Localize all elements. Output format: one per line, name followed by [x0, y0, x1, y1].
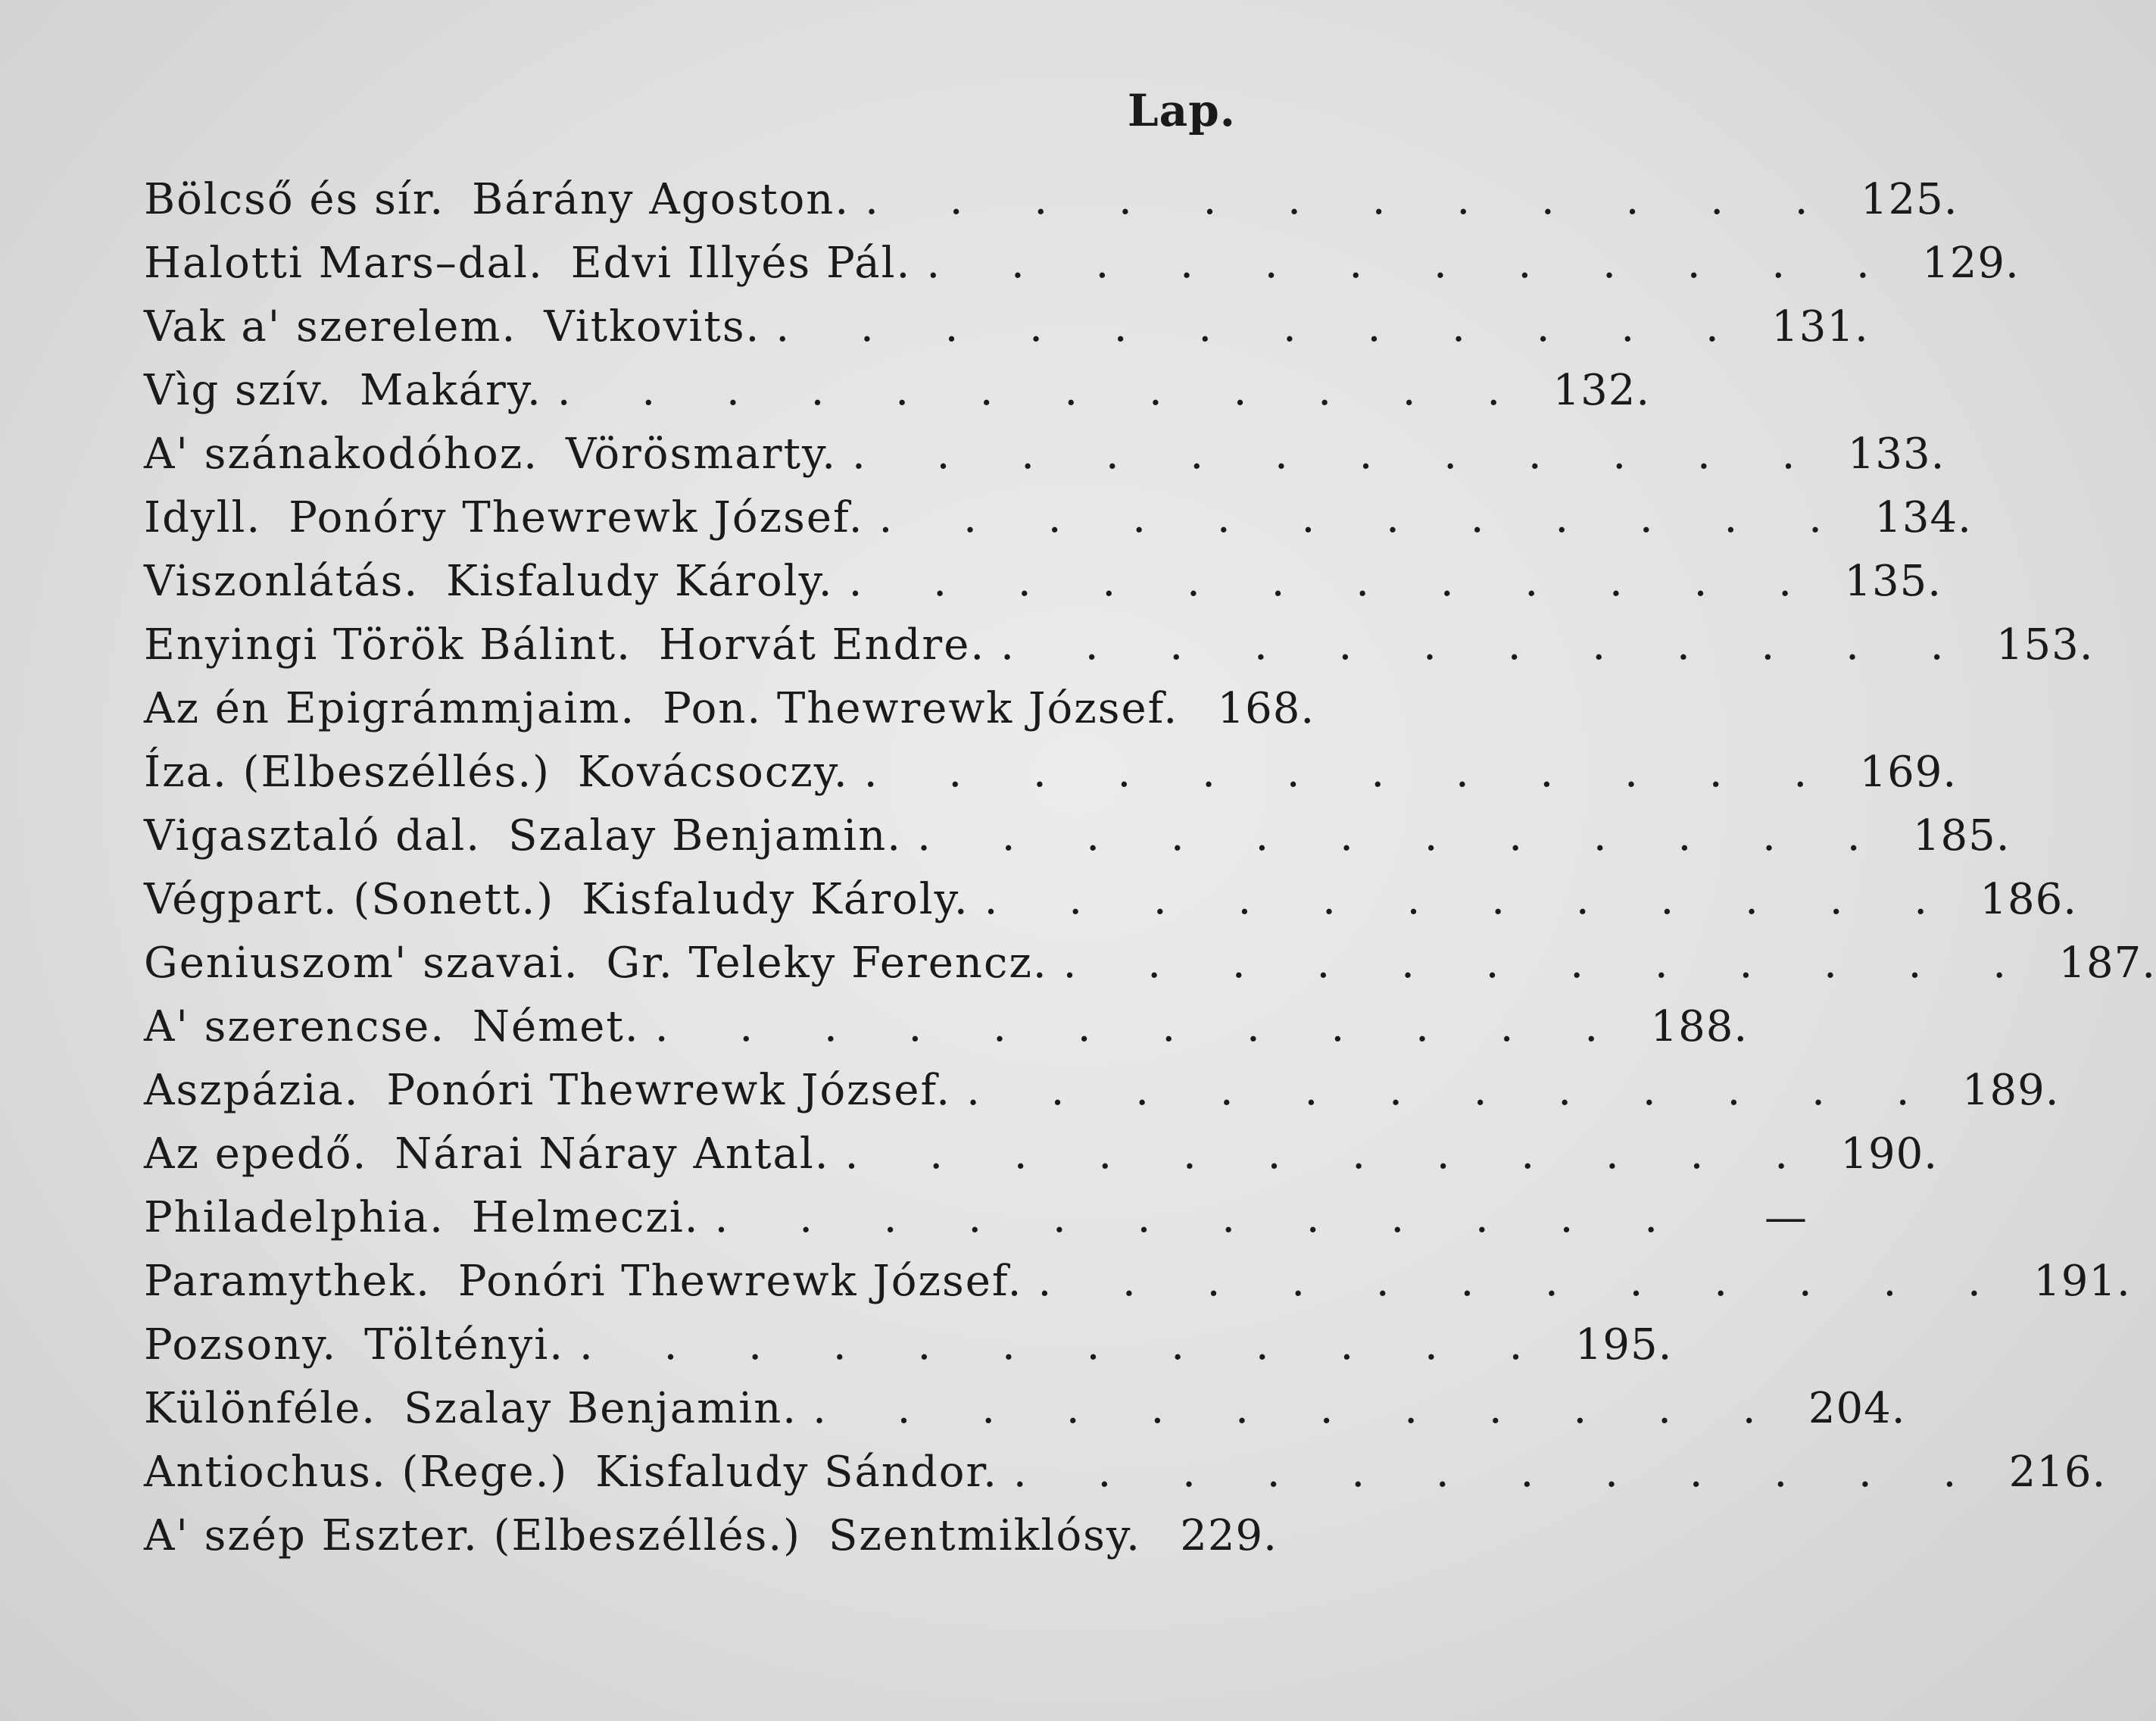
entry-author: Bárány Agoston.: [472, 175, 850, 224]
entry-title: Geniuszom' szavai.: [144, 939, 579, 988]
leader-dots: . . . . . . . . . . . .: [878, 493, 1851, 542]
entry-title: Antiochus. (Rege.): [144, 1448, 569, 1497]
leader-dots: . . . . . . . . . . . .: [654, 1002, 1627, 1051]
toc-entry: [144, 995, 1749, 1059]
page-column-header: Lap.: [1127, 85, 1236, 136]
entry-author: Helmeczi.: [471, 1193, 700, 1242]
table-of-contents: [144, 168, 2156, 1568]
entry-title: Enyingi Török Bálint.: [144, 620, 632, 670]
leader-dots: . . . . . . . . . . . .: [813, 1384, 1785, 1433]
entry-author: Kisfaludy Sándor.: [595, 1448, 998, 1497]
toc-entry: [144, 1504, 1278, 1568]
entry-author: Gr. Teleky Ferencz.: [606, 939, 1048, 988]
entry-title: Végpart. (Sonett.): [144, 875, 555, 924]
leader-dots: . . . . . . . . . . . .: [863, 748, 1836, 797]
entry-title: A' szánakodóhoz.: [144, 429, 539, 479]
entry-author: Német.: [473, 1002, 640, 1051]
toc-entry: [144, 550, 1942, 614]
entry-title: Pozsony.: [144, 1320, 338, 1370]
leader-dots: . . . . . . . . . . . .: [848, 557, 1821, 606]
leader-dots: . . . . . . . . . . . .: [984, 875, 1957, 924]
toc-entry: [144, 804, 2011, 868]
entry-title: A' szerencse.: [144, 1002, 446, 1051]
entry-page-number: 190.: [1840, 1129, 1939, 1179]
entry-title: Idyll.: [144, 493, 262, 542]
entry-title: Vìg szív.: [144, 366, 332, 415]
toc-entry: [144, 232, 2020, 295]
entry-title: A' szép Eszter. (Elbeszéllés.): [144, 1511, 802, 1560]
entry-page-number: 187.: [2058, 939, 2156, 988]
entry-author: Szalay Benjamin.: [508, 811, 903, 860]
entry-author: Vitkovits.: [544, 302, 761, 351]
entry-page-number: 168.: [1217, 684, 1315, 733]
entry-page-number: 132.: [1552, 366, 1651, 415]
entry-title: Vigasztaló dal.: [144, 811, 482, 860]
entry-title: Bölcső és sír.: [144, 175, 445, 224]
entry-page-number: 129.: [1922, 239, 2020, 288]
entry-page-number: 191.: [2033, 1257, 2131, 1306]
entry-author: Ponóri Thewrewk József.: [457, 1257, 1023, 1306]
leader-dots: . . . . . . . . . . . .: [852, 429, 1824, 479]
toc-entry: [144, 486, 1972, 550]
leader-dots: . . . . . . . . . . . .: [1012, 1448, 1986, 1497]
entry-author: Pon. Thewrewk József.: [663, 684, 1179, 733]
toc-entry: [144, 1059, 2060, 1123]
entry-page-number: 134.: [1874, 493, 1972, 542]
entry-page-number: 229.: [1180, 1511, 1278, 1560]
toc-entry: [144, 423, 1945, 486]
leader-dots: . . . . . . . . . . . .: [966, 1066, 1939, 1115]
leader-dots: . . . . . . . . . . . .: [926, 239, 1899, 288]
toc-entry: [144, 1377, 1906, 1441]
leader-dots: . . . . . . . . . . . .: [1037, 1257, 2010, 1306]
leader-dots: . . . . . . . . . . . .: [917, 811, 1889, 860]
entry-author: Kisfaludy Károly.: [446, 557, 834, 606]
entry-author: Vörösmarty.: [566, 429, 838, 479]
toc-entry: [144, 295, 1869, 359]
entry-page-number: 153.: [1995, 620, 2094, 670]
entry-title: Íza. (Elbeszéllés.): [144, 748, 551, 797]
entry-page-number: 188.: [1650, 1002, 1749, 1051]
leader-dots: . . . . . . . . . . . .: [579, 1320, 1552, 1370]
toc-entry: [144, 168, 1958, 232]
leader-dots: . . . . . . . . . . . .: [1062, 939, 2036, 988]
toc-entry: [144, 1441, 2107, 1504]
entry-author: Ponóri Thewrewk József.: [386, 1066, 952, 1115]
entry-title: Vak a' szerelem.: [144, 302, 517, 351]
entry-page-number: 169.: [1859, 748, 1958, 797]
toc-entry: [144, 359, 1651, 423]
toc-entry: [144, 1186, 1808, 1250]
entry-title: Az epedő.: [144, 1129, 368, 1179]
toc-entry: [144, 614, 2094, 677]
entry-page-number: 133.: [1847, 429, 1945, 479]
entry-page-number: 185.: [1912, 811, 2011, 860]
toc-entry: [144, 1123, 1939, 1186]
toc-entry: [144, 1250, 2131, 1313]
entry-title: Az én Epigrámmjaim.: [144, 684, 636, 733]
leader-dots: . . . . . . . . . . . .: [775, 302, 1748, 351]
entry-title: Halotti Mars–dal.: [144, 239, 544, 288]
entry-title: Paramythek.: [144, 1257, 431, 1306]
leader-dots: . . . . . . . . . . . .: [844, 1129, 1817, 1179]
entry-author: Kisfaludy Károly.: [582, 875, 969, 924]
toc-entry: [144, 1313, 1673, 1377]
entry-page-number: 186.: [1980, 875, 2078, 924]
entry-author: Makáry.: [359, 366, 542, 415]
entry-author: Töltényi.: [364, 1320, 565, 1370]
entry-page-number: 204.: [1808, 1384, 1906, 1433]
toc-entry: [144, 932, 2156, 995]
entry-page-number: 189.: [1961, 1066, 2060, 1115]
entry-author: Horvát Endre.: [658, 620, 986, 670]
leader-dots: . . . . . . . . . . . .: [714, 1193, 1687, 1242]
entry-page-number: 216.: [2008, 1448, 2107, 1497]
entry-author: Kovácsoczy.: [577, 748, 849, 797]
leader-dots: . . . . . . . . . . . .: [557, 366, 1530, 415]
entry-author: Szalay Benjamin.: [404, 1384, 798, 1433]
entry-page-number: 131.: [1771, 302, 1869, 351]
entry-page-number: 135.: [1844, 557, 1942, 606]
entry-page-number: 195.: [1574, 1320, 1673, 1370]
toc-entry: [144, 868, 2078, 932]
leader-dots: . . . . . . . . . . . .: [1000, 620, 1973, 670]
entry-author: Szentmiklósy.: [828, 1511, 1141, 1560]
entry-page-number: —: [1764, 1193, 1808, 1242]
entry-title: Különféle.: [144, 1384, 377, 1433]
entry-author: Edvi Illyés Pál.: [570, 239, 912, 288]
leader-dots: . . . . . . . . . . . .: [865, 175, 1837, 224]
entry-author: Ponóry Thewrewk József.: [289, 493, 864, 542]
entry-title: Aszpázia.: [144, 1066, 360, 1115]
toc-entry: [144, 741, 1958, 804]
entry-author: Nárai Náray Antal.: [395, 1129, 830, 1179]
entry-title: Philadelphia.: [144, 1193, 445, 1242]
entry-page-number: 125.: [1860, 175, 1958, 224]
entry-title: Viszonlátás.: [144, 557, 420, 606]
toc-entry: [144, 677, 1315, 741]
